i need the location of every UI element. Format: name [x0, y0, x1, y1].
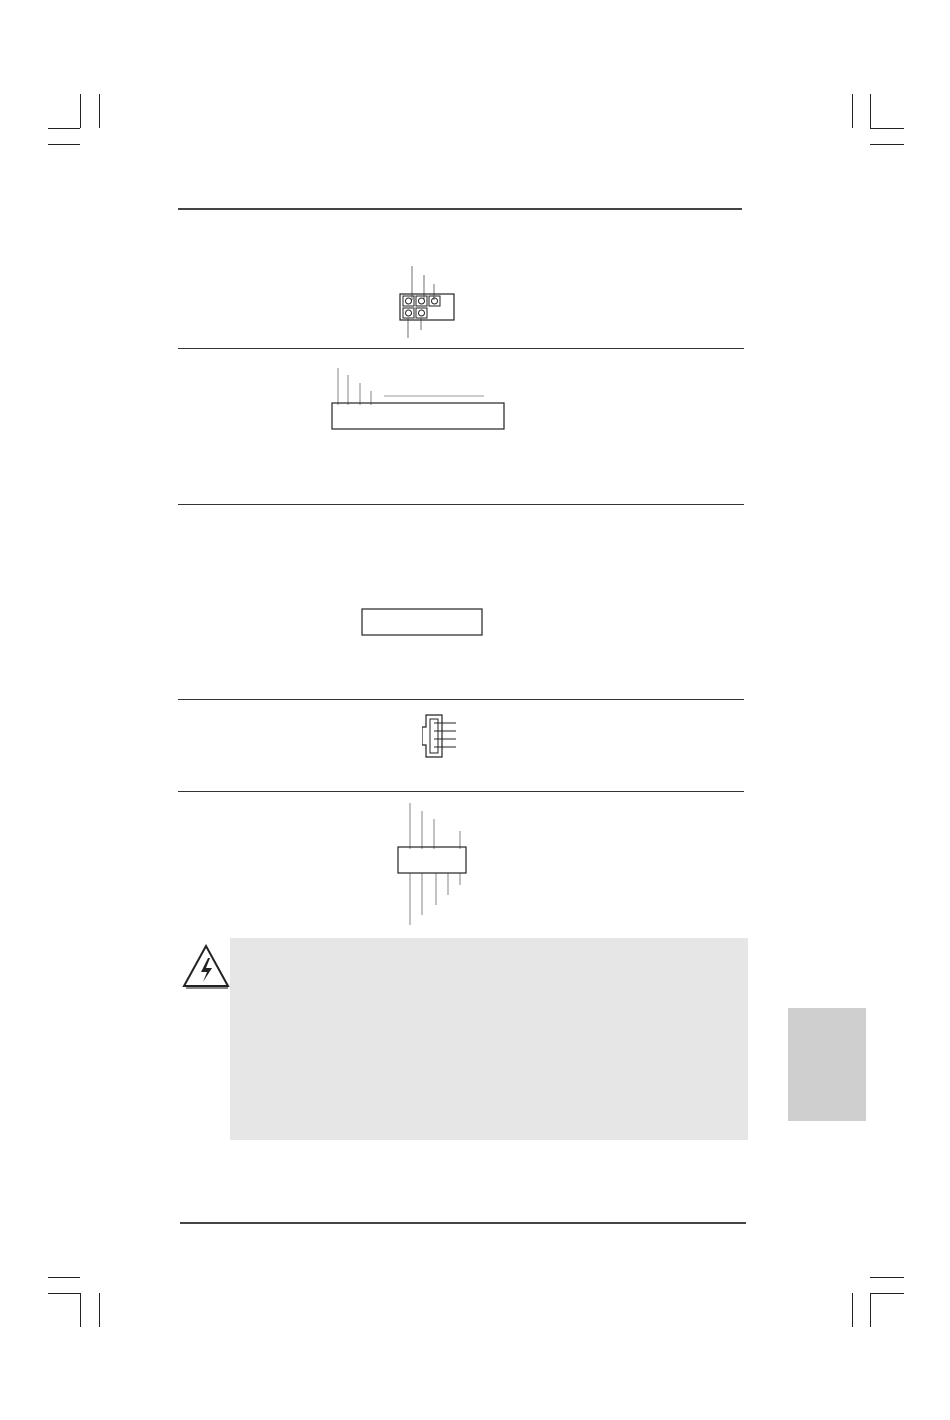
section-lpt-header	[178, 359, 744, 499]
section-divider	[178, 348, 744, 349]
crop-mark	[80, 94, 81, 128]
crop-mark	[870, 128, 904, 129]
section-divider	[178, 699, 744, 700]
section-ir-header	[178, 258, 744, 348]
language-tab	[788, 1008, 866, 1121]
cd-header-diagram	[422, 711, 492, 765]
lpt-header-diagram	[324, 363, 514, 497]
section-tpm-header	[178, 513, 744, 693]
warning-icon	[182, 944, 230, 994]
crop-mark	[870, 1293, 871, 1327]
crop-mark	[48, 144, 80, 145]
section-divider	[178, 791, 744, 792]
crop-mark	[99, 1293, 100, 1327]
crop-mark	[48, 1293, 80, 1294]
crop-mark	[870, 144, 904, 145]
crop-mark	[48, 1277, 80, 1278]
top-rule	[178, 208, 742, 210]
crop-mark	[870, 1293, 904, 1294]
section-hd-audio-header	[178, 799, 744, 934]
bottom-rule	[180, 1222, 746, 1224]
crop-mark	[80, 1293, 81, 1327]
crop-mark	[852, 1293, 853, 1327]
crop-mark	[870, 1277, 904, 1278]
crop-mark	[852, 94, 853, 128]
section-cd-header	[178, 707, 744, 787]
tpm-header-diagram	[350, 521, 490, 697]
crop-mark	[870, 94, 871, 128]
section-divider	[178, 504, 744, 505]
ir-header-diagram	[386, 258, 486, 348]
hd-audio-header-diagram	[392, 799, 512, 937]
crop-mark	[99, 94, 100, 128]
crop-mark	[48, 128, 80, 129]
note-box	[230, 938, 748, 1140]
